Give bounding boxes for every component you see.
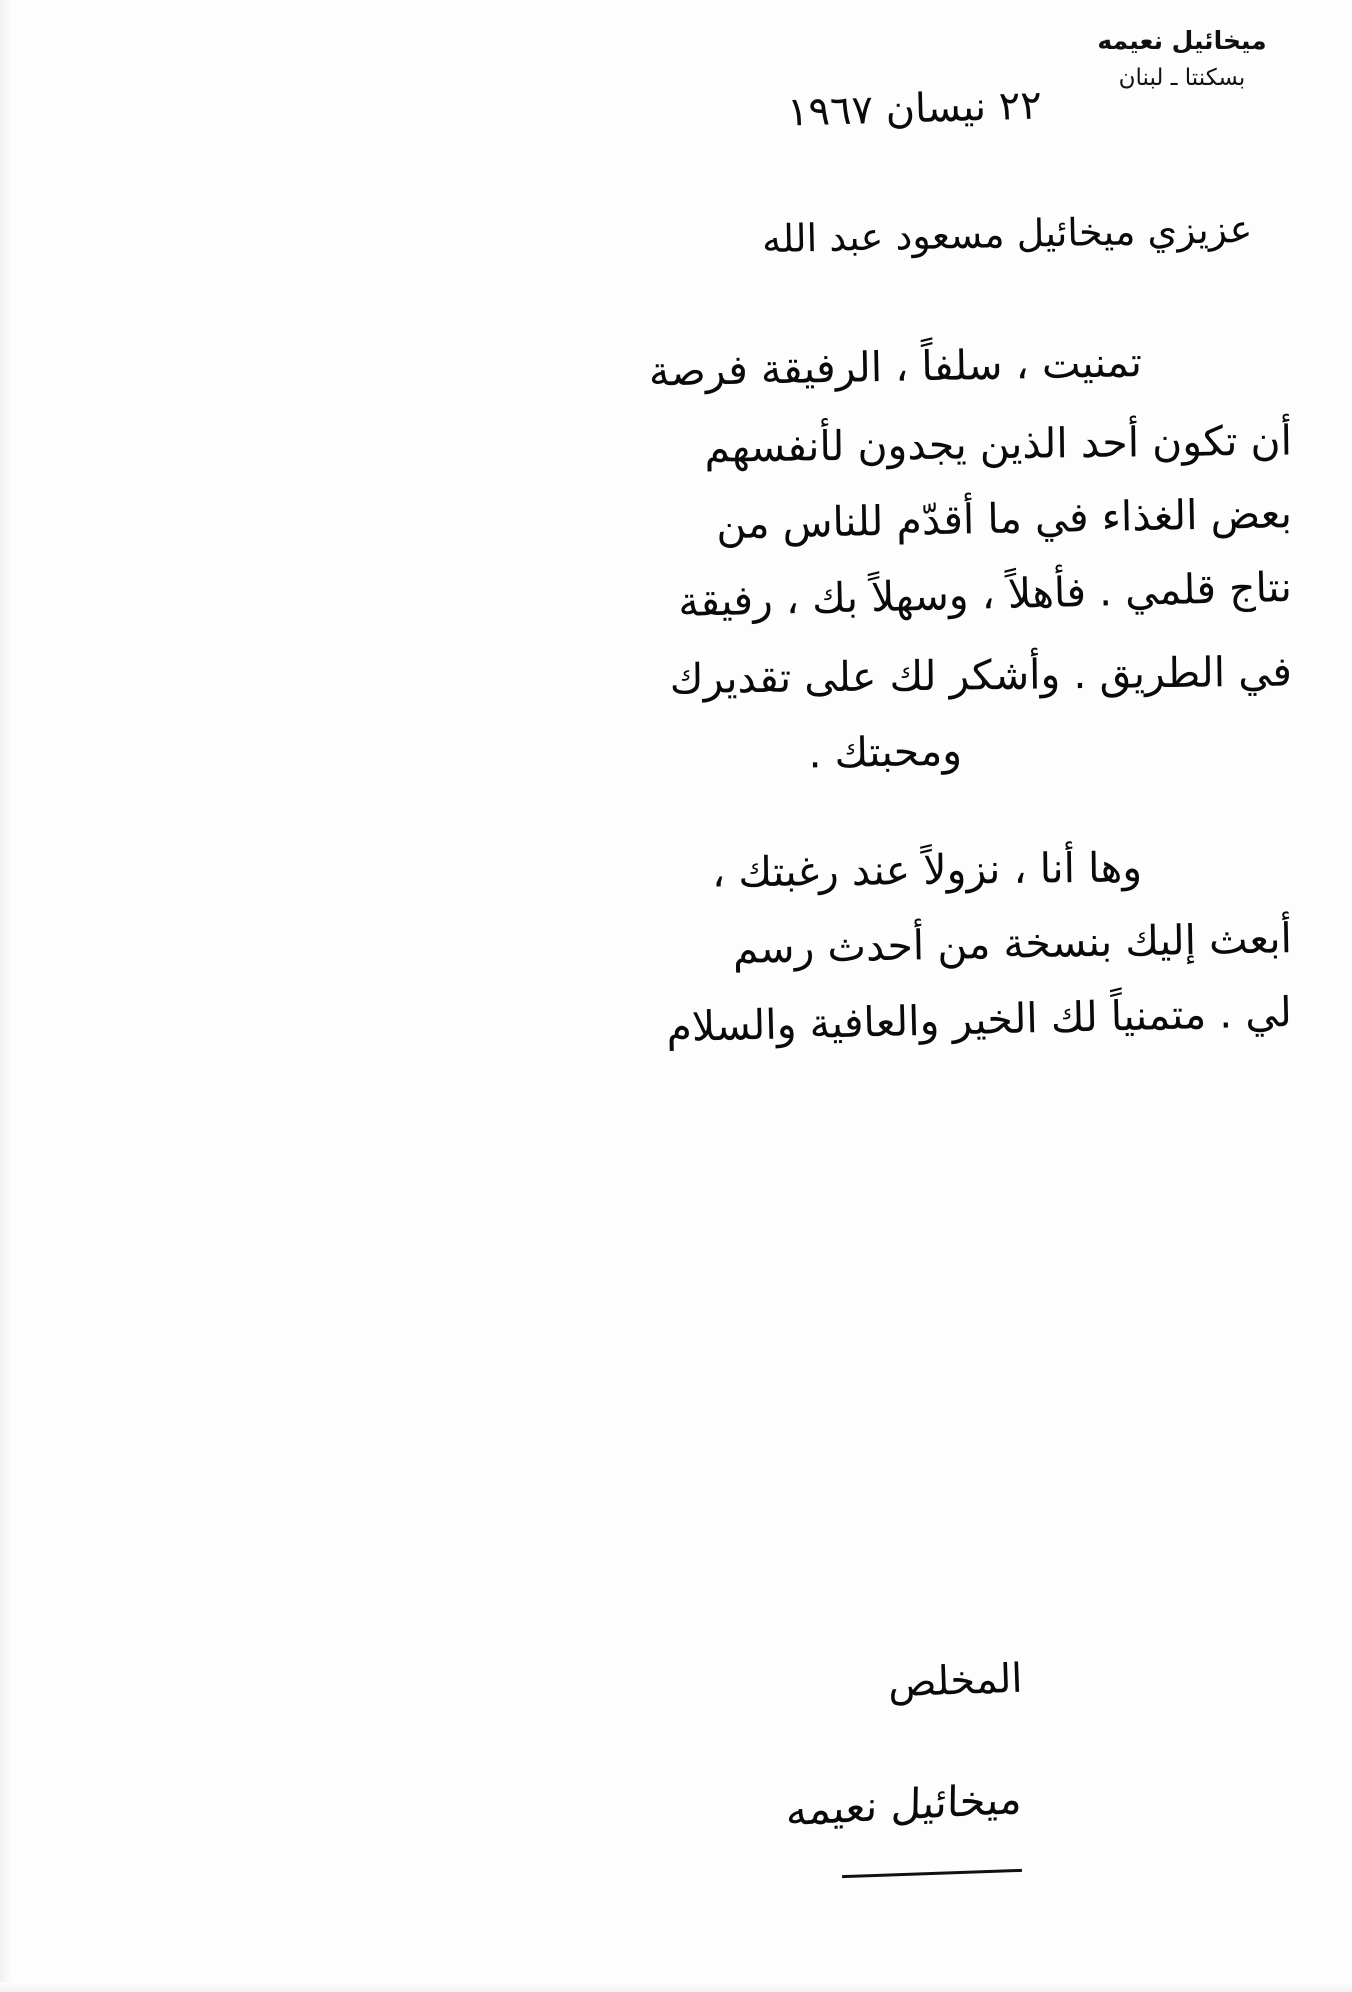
date-line: ٢٢ نيسان ١٩٦٧ <box>786 82 1043 136</box>
letterhead <box>1052 22 1312 96</box>
sign-off: المخلص <box>886 1655 1023 1707</box>
body-line: أبعث إليك بنسخة من أحدث رسم <box>732 914 1293 974</box>
letterhead-name: ميخائيل نعيمه <box>1097 26 1267 55</box>
letter-body <box>60 338 1293 1083</box>
letterhead-place: بسكنتا ـ لبنان <box>1118 64 1246 91</box>
salutation: عزيزي ميخائيل مسعود عبد الله <box>761 206 1253 262</box>
signature-underline <box>842 1869 1022 1878</box>
body-line: لي . متمنياً لك الخير والعافية والسلام <box>665 988 1293 1052</box>
body-line: أن تكون أحد الذين يجدون لأنفسهم <box>704 416 1293 472</box>
body-line: نتاج قلمي . فأهلاً ، وسهلاً بك ، رفيقة <box>677 563 1293 627</box>
body-line: وها أنا ، نزولاً عند رغبتك ، <box>711 843 1143 897</box>
body-line: تمنيت ، سلفاً ، الرفيقة فرصة <box>648 338 1143 396</box>
body-line: في الطريق . وأشكر لك على تقديرك <box>669 647 1293 704</box>
body-line: بعض الغذاء في ما أقدّم للناس من <box>715 489 1293 549</box>
scan-edge-bottom <box>0 1982 1352 1992</box>
scan-edge-left <box>0 0 14 1992</box>
signature: ميخائيل نعيمه <box>785 1773 1023 1836</box>
body-line: ومحبتك . <box>807 726 963 778</box>
